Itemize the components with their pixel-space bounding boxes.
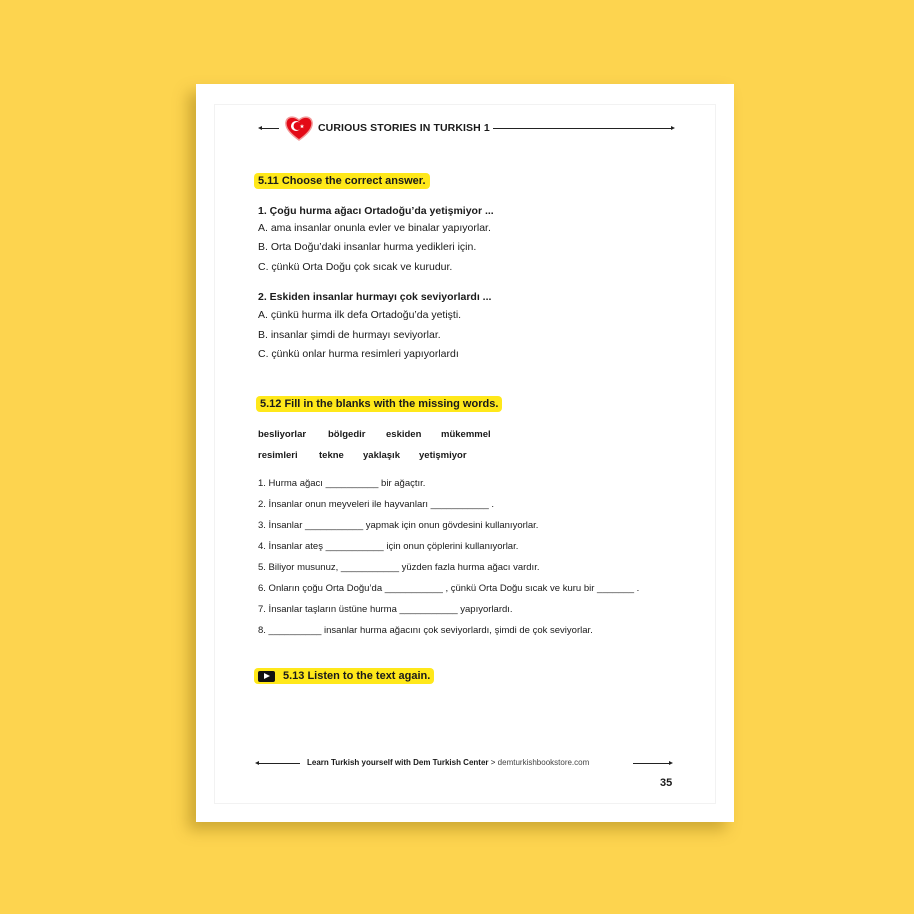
word-bank-item: eskiden <box>386 429 422 440</box>
question-2-option-a[interactable]: A. çünkü hurma ilk defa Ortadoğu’da yetişti. <box>258 309 462 321</box>
section-5-12-heading: 5.12 Fill in the blanks with the missing words. <box>256 396 502 412</box>
footer-right-line <box>633 763 669 764</box>
word-bank-item: yaklaşık <box>363 450 400 461</box>
footer-tagline: Learn Turkish yourself with Dem Turkish Center <box>307 758 489 767</box>
word-bank-item: bölgedir <box>328 429 366 440</box>
sentence-1[interactable]: 1. Hurma ağacı __________ bir ağaçtır. <box>258 478 426 489</box>
sentence-7[interactable]: 7. İnsanlar taşların üstüne hurma ___________ yapıyorlardı. <box>258 604 513 615</box>
question-1-option-b[interactable]: B. Orta Doğu’daki insanlar hurma yedikleri için. <box>258 241 477 253</box>
question-2-option-c[interactable]: C. çünkü onlar hurma resimleri yapıyorlardı <box>258 348 459 360</box>
section-5-13-label: 5.13 Listen to the text again. <box>283 670 431 682</box>
question-2-option-b[interactable]: B. insanlar şimdi de hurmayı seviyorlar. <box>258 329 441 341</box>
sentence-6[interactable]: 6. Onların çoğu Orta Doğu’da ___________ , çünkü Orta Doğu sıcak ve kuru bir _______ . <box>258 583 640 594</box>
question-1-option-c[interactable]: C. çünkü Orta Doğu çok sıcak ve kurudur. <box>258 261 453 273</box>
question-1-prompt: 1. Çoğu hurma ağacı Ortadoğu’da yetişmiyor ... <box>258 205 494 217</box>
sentence-3[interactable]: 3. İnsanlar ___________ yapmak için onun gövdesini kullanıyorlar. <box>258 520 539 531</box>
question-1-option-a[interactable]: A. ama insanlar onunla evler ve binalar yapıyorlar. <box>258 222 491 234</box>
page-number: 35 <box>660 777 673 789</box>
section-5-11-heading: 5.11 Choose the correct answer. <box>254 173 430 189</box>
turkish-flag-heart-icon <box>284 114 314 142</box>
footer-separator: > <box>490 758 496 767</box>
play-icon[interactable] <box>258 671 275 682</box>
word-bank-item: besliyorlar <box>258 429 307 440</box>
word-bank-item: resimleri <box>258 450 298 461</box>
header-left-line <box>261 128 279 129</box>
footer-right-arrow-icon <box>669 761 673 765</box>
footer-website-link[interactable]: demturkishbookstore.com <box>497 758 590 767</box>
book-title: CURIOUS STORIES IN TURKISH 1 <box>318 122 490 134</box>
footer-tagline-row <box>307 758 589 767</box>
header-right-line <box>493 128 671 129</box>
header-right-arrow-icon <box>671 126 675 130</box>
footer-left-arrow-icon <box>255 761 259 765</box>
word-bank-item: tekne <box>319 450 344 461</box>
sentence-8[interactable]: 8. __________ insanlar hurma ağacını çok seviyorlardı, şimdi de çok seviyorlar. <box>258 625 593 636</box>
word-bank-item: yetişmiyor <box>419 450 467 461</box>
question-2-prompt: 2. Eskiden insanlar hurmayı çok seviyorlardı ... <box>258 291 492 303</box>
section-5-13-heading <box>254 668 434 684</box>
footer-left-line <box>258 763 300 764</box>
word-bank-item: mükemmel <box>441 429 491 440</box>
sentence-5[interactable]: 5. Biliyor musunuz, ___________ yüzden fazla hurma ağacı vardır. <box>258 562 540 573</box>
header-left-arrow-icon <box>258 126 262 130</box>
sentence-4[interactable]: 4. İnsanlar ateş ___________ için onun çöplerini kullanıyorlar. <box>258 541 519 552</box>
sentence-2[interactable]: 2. İnsanlar onun meyveleri ile hayvanları ___________ . <box>258 499 495 510</box>
